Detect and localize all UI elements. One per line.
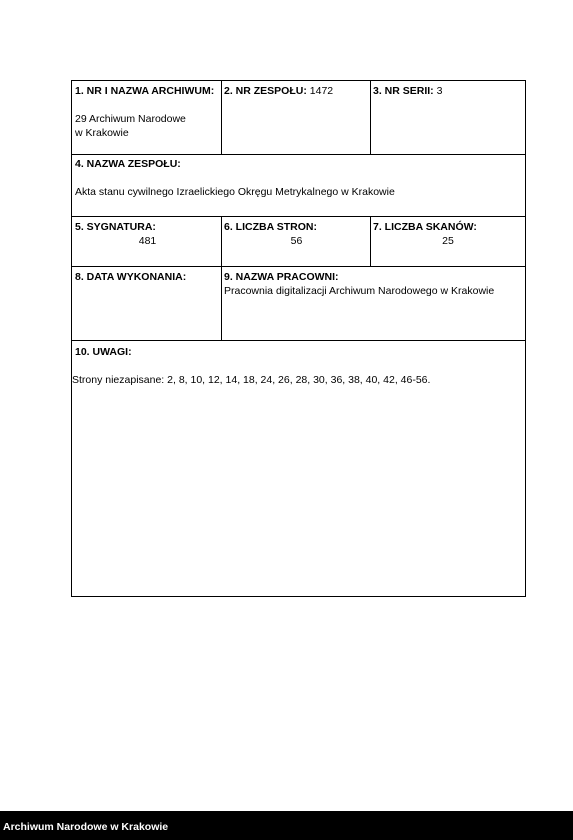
divider xyxy=(72,340,525,341)
field-page-count-value: 56 xyxy=(290,235,303,247)
field-fonds-number-label: 2. NR ZESPOŁU: xyxy=(224,85,307,97)
footer-bar xyxy=(0,811,573,840)
divider xyxy=(72,154,525,155)
field-series-number xyxy=(373,84,523,98)
field-workshop-name-label: 9. NAZWA PRACOWNI: xyxy=(224,271,339,283)
field-execution-date xyxy=(75,270,220,284)
field-workshop-name-value: Pracownia digitalizacji Archiwum Narodowego w Krakowie xyxy=(224,285,495,297)
field-execution-date-label: 8. DATA WYKONANIA: xyxy=(75,271,187,283)
field-fonds-name-value: Akta stanu cywilnego Izraelickiego Okręgu Metrykalnego w Krakowie xyxy=(75,186,395,198)
divider xyxy=(221,81,222,154)
footer-archive-name: Archiwum Narodowe w Krakowie xyxy=(3,821,169,833)
divider xyxy=(221,266,222,340)
field-signature-value: 481 xyxy=(138,235,157,247)
field-remarks xyxy=(75,345,523,359)
field-fonds-name-label: 4. NAZWA ZESPOŁU: xyxy=(75,158,181,170)
field-scan-count-label: 7. LICZBA SKANÓW: xyxy=(373,221,477,233)
field-signature-label: 5. SYGNATURA: xyxy=(75,221,156,233)
field-scan-count xyxy=(373,220,523,248)
field-archive-value-line2: w Krakowie xyxy=(75,127,129,139)
field-remarks-value: Strony niezapisane: 2, 8, 10, 12, 14, 18, 24, 26, 28, 30, 36, 38, 40, 42, 46-56. xyxy=(72,374,431,386)
field-scan-count-value: 25 xyxy=(442,235,454,247)
field-archive-label: 1. NR I NAZWA ARCHIWUM: xyxy=(75,85,215,97)
divider xyxy=(72,216,525,217)
divider xyxy=(370,81,371,154)
field-archive xyxy=(75,84,220,140)
field-fonds-number-value: 1472 xyxy=(309,85,334,97)
field-workshop-name xyxy=(224,270,524,298)
field-page-count xyxy=(224,220,369,248)
archive-metadata-form xyxy=(71,80,526,597)
field-signature xyxy=(75,220,220,248)
divider xyxy=(370,216,371,266)
field-series-number-label: 3. NR SERII: xyxy=(373,85,434,97)
field-archive-value-line1: 29 Archiwum Narodowe xyxy=(75,113,186,125)
field-fonds-name xyxy=(75,157,523,199)
field-fonds-number xyxy=(224,84,369,98)
field-page-count-label: 6. LICZBA STRON: xyxy=(224,221,317,233)
field-remarks-label: 10. UWAGI: xyxy=(75,346,132,358)
field-series-number-value: 3 xyxy=(436,85,443,97)
divider xyxy=(72,266,525,267)
divider xyxy=(221,216,222,266)
